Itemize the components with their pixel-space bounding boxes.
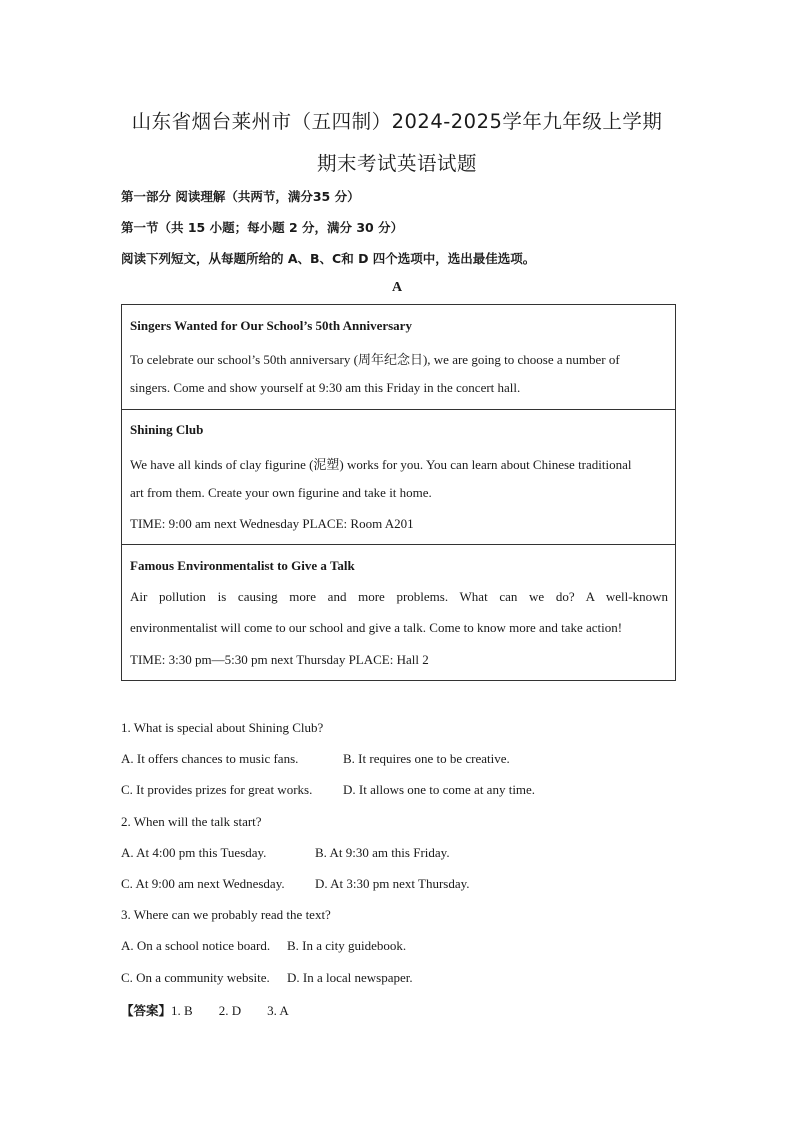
notice-title-singers: Singers Wanted for Our School’s 50th Anniversary [130,318,412,333]
question-option: B. It requires one to be creative. [343,751,510,766]
passage-letter: A [391,280,403,295]
notice-text-line: Air pollution is causing more and more problems. What can we do? A well-known [130,589,668,604]
question-option: A. It offers chances to music fans. [121,751,299,766]
notice-divider [121,544,676,545]
part-heading: 第一部分 阅读理解（共两节，满分35 分） [121,189,360,204]
notice-text-line: environmentalist will come to our school and give a talk. Come to know more and take action! [130,620,623,635]
notice-title-shining-club: Shining Club [130,422,204,437]
question-option: C. At 9:00 am next Wednesday. [121,876,285,891]
question-option: D. At 3:30 pm next Thursday. [315,876,470,891]
question-stem: 3. Where can we probably read the text? [121,907,331,922]
answer-item: 3. A [267,1003,289,1018]
notice-text-line: art from them. Create your own figurine and take it home. [130,485,432,500]
question-option: D. In a local newspaper. [287,970,413,985]
question-option: B. In a city guidebook. [287,938,407,953]
question-option: A. On a school notice board. [121,938,271,953]
question-option: C. It provides prizes for great works. [121,782,313,797]
answer-item: 1. B [171,1003,193,1018]
notice-title-environmentalist: Famous Environmentalist to Give a Talk [130,558,355,573]
question-option: A. At 4:00 pm this Tuesday. [121,845,267,860]
answer-label: 【答案】 [121,1003,172,1018]
section-heading: 第一节（共 15 小题；每小题 2 分，满分 30 分） [121,220,404,235]
instruction-text: 阅读下列短文，从每题所给的 A、B、C和 D 四个选项中，选出最佳选项。 [121,251,536,266]
notice-text-line: singers. Come and show yourself at 9:30 am this Friday in the concert hall. [130,380,521,395]
answer-item: 2. D [218,1003,242,1018]
answer-key [121,1001,289,1019]
notice-divider [121,409,676,410]
question-option: B. At 9:30 am this Friday. [315,845,450,860]
notice-time-place: TIME: 9:00 am next Wednesday PLACE: Room A201 [130,516,414,531]
question-stem: 2. When will the talk start? [121,814,262,829]
exam-title-line-2: 期末考试英语试题 [316,152,477,175]
question-option: C. On a community website. [121,970,270,985]
exam-title-line-1: 山东省烟台莱州市（五四制）2024-2025学年九年级上学期 [131,110,663,133]
question-option: D. It allows one to come at any time. [343,782,536,797]
notice-text-line: We have all kinds of clay figurine (泥塑) works for you. You can learn about Chinese traditional [130,457,632,472]
question-stem: 1. What is special about Shining Club? [121,720,324,735]
notice-text-line: To celebrate our school’s 50th anniversary (周年纪念日), we are going to choose a number of [130,352,620,367]
notice-time-place: TIME: 3:30 pm—5:30 pm next Thursday PLACE: Hall 2 [130,652,429,667]
